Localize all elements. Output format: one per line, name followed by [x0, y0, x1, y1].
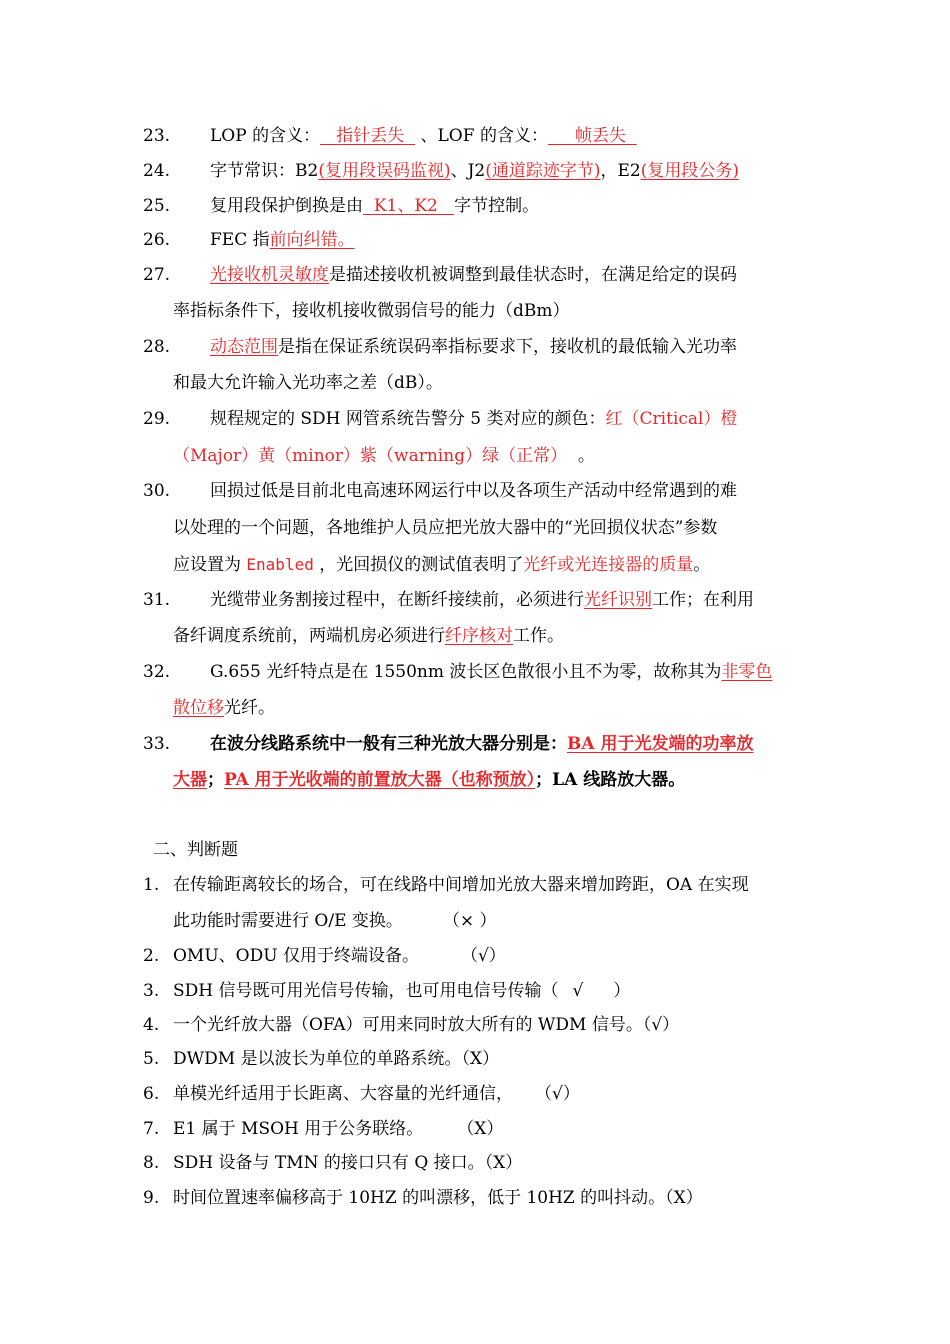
answer-text: (复用段公务)	[640, 161, 739, 181]
question-text: 字节常识：B2	[210, 161, 319, 181]
question-text: G.655 光纤特点是在 1550nm 波长区色散很小且不为零，故称其为	[210, 662, 722, 682]
judge-item-1	[0, 870, 950, 900]
question-text: 应设置为	[173, 555, 241, 575]
question-30-continued	[0, 550, 950, 580]
item-number: 8.	[143, 1153, 160, 1173]
question-text: 工作；在利用	[652, 590, 754, 610]
section-title: 二、判断题	[153, 840, 238, 860]
question-text: 回损过低是目前北电高速环网运行中以及各项生产活动中经常遇到的难	[210, 481, 737, 501]
question-text: 是描述接收机被调整到最佳状态时，在满足给定的误码	[329, 265, 737, 285]
judge-item-7	[0, 1114, 950, 1144]
question-28-continued	[0, 368, 950, 398]
question-text: ，E2	[600, 161, 641, 181]
item-number: 6.	[143, 1084, 160, 1104]
question-text: 是指在保证系统误码率指标要求下，接收机的最低输入光功率	[278, 337, 737, 357]
question-number: 27.	[143, 265, 171, 285]
answer-text: BA 用于光发端的功率放	[567, 734, 754, 754]
question-number: 30.	[143, 481, 171, 501]
answer-text: 前向纠错。	[269, 230, 355, 250]
item-text: 时间位置速率偏移高于 10HZ 的叫漂移，低于 10HZ 的叫抖动。（X）	[173, 1188, 703, 1208]
answer-text: 非零色	[721, 662, 773, 682]
judge-item-5	[0, 1044, 950, 1074]
item-answer: （√）	[535, 1084, 580, 1104]
question-text: ；	[207, 770, 224, 790]
answer-text: PA 用于光收端的前置放大器（也称预放）	[224, 770, 536, 790]
question-text: LOP 的含义：	[210, 126, 321, 146]
question-29	[0, 404, 950, 434]
item-text: 此功能时需要进行 O/E 变换。	[173, 911, 403, 931]
question-text: 备纤调度系统前，两端机房必须进行	[173, 626, 445, 646]
question-text: 、J2	[450, 161, 486, 181]
question-text: 率指标条件下，接收机接收微弱信号的能力（dBm）	[173, 301, 570, 321]
item-text: SDH 设备与 TMN 的接口只有 Q 接口。（X）	[173, 1153, 523, 1173]
item-text: OMU、ODU 仅用于终端设备。	[173, 946, 419, 966]
answer-text: 纤序核对	[445, 626, 513, 646]
judge-item-2	[0, 941, 950, 971]
question-text: 。	[577, 446, 595, 466]
question-text: ；LA 线路放大器。	[535, 770, 686, 790]
item-text: DWDM 是以波长为单位的单路系统。（X）	[173, 1049, 500, 1069]
answer-text: (通道踪迹字节)	[485, 161, 601, 181]
question-text: 在波分线路系统中一般有三种光放大器分别是：	[210, 734, 567, 754]
item-text: 单模光纤适用于长距离、大容量的光纤通信，	[173, 1084, 513, 1104]
question-text: 复用段保护倒换是由	[210, 196, 363, 216]
item-number: 5.	[143, 1049, 160, 1069]
answer-blank	[363, 196, 454, 216]
answer-text: 指针丢失	[336, 126, 405, 146]
section-heading	[0, 835, 950, 865]
item-text: SDH 信号既可用光信号传输，也可用电信号传输（	[173, 981, 559, 1001]
item-answer: （√）	[460, 946, 506, 966]
question-text: ，光回损仪的测试值表明了	[319, 555, 524, 575]
answer-text: (复用段误码监视)	[318, 161, 451, 181]
answer-text: 光接收机灵敏度	[210, 265, 329, 285]
question-number: 31.	[143, 590, 171, 610]
question-text: 。	[693, 555, 711, 575]
judge-item-8	[0, 1148, 950, 1178]
item-number: 4.	[143, 1015, 160, 1035]
question-30	[0, 476, 950, 506]
judge-item-6	[0, 1079, 950, 1109]
question-31-continued	[0, 621, 950, 651]
item-text: 在传输距离较长的场合，可在线路中间增加光放大器来增加跨距，OA 在实现	[173, 875, 749, 895]
question-number: 33.	[143, 734, 171, 754]
answer-blank	[548, 126, 637, 146]
item-number: 3.	[143, 981, 160, 1001]
item-text: ）	[613, 981, 631, 1001]
question-32	[0, 657, 950, 687]
question-text: 光纤。	[224, 698, 275, 718]
question-text: 字节控制。	[454, 196, 540, 216]
answer-text: 散位移	[173, 698, 224, 718]
answer-text: K1、K2	[373, 196, 438, 216]
item-text: 一个光纤放大器（OFA）可用来同时放大所有的 WDM 信号。（√）	[173, 1015, 680, 1035]
question-23	[0, 121, 950, 151]
question-text: 和最大允许输入光功率之差（dB）。	[173, 373, 443, 393]
question-27	[0, 260, 950, 290]
question-number: 29.	[143, 409, 171, 429]
answer-text: 大器	[173, 770, 207, 790]
answer-text: 动态范围	[210, 337, 278, 357]
item-number: 2.	[143, 946, 160, 966]
question-25	[0, 191, 950, 221]
question-text: 规程规定的 SDH 网管系统告警分 5 类对应的颜色：	[210, 409, 606, 429]
question-28	[0, 332, 950, 362]
item-number: 9.	[143, 1188, 160, 1208]
answer-text: （Major）黄（minor）紫（warning）绿（正常）	[173, 446, 568, 466]
question-number: 28.	[143, 337, 171, 357]
answer-text: 光纤或光连接器的质量	[523, 555, 694, 575]
question-33-continued	[0, 765, 950, 795]
item-answer: （X）	[457, 1119, 504, 1139]
question-number: 24.	[143, 161, 171, 181]
item-number: 1.	[143, 875, 160, 895]
item-number: 7.	[143, 1119, 160, 1139]
question-26	[0, 225, 950, 255]
question-text: 、LOF 的含义：	[420, 126, 548, 146]
judge-item-9	[0, 1183, 950, 1213]
question-30-continued	[0, 513, 950, 543]
judge-item-3	[0, 976, 950, 1006]
question-24	[0, 156, 950, 186]
question-31	[0, 585, 950, 615]
answer-text: Enabled	[246, 555, 314, 574]
judge-item-1-continued	[0, 906, 950, 936]
question-32-continued	[0, 693, 950, 723]
answer-text: 帧丢失	[574, 126, 626, 146]
question-text: 光缆带业务割接过程中，在断纤接续前，必须进行	[210, 590, 584, 610]
judge-item-4	[0, 1010, 950, 1040]
answer-text: 光纤识别	[584, 590, 652, 610]
item-text: E1 属于 MSOH 用于公务联络。	[173, 1119, 424, 1139]
question-29-continued	[0, 441, 950, 471]
answer-text: 红（Critical）橙	[605, 409, 738, 429]
question-33	[0, 729, 950, 759]
question-27-continued	[0, 296, 950, 326]
question-number: 32.	[143, 662, 171, 682]
question-text: 以处理的一个问题，各地维护人员应把光放大器中的“光回损仪状态”参数	[173, 518, 718, 538]
question-text: FEC 指	[210, 230, 270, 250]
question-number: 25.	[143, 196, 171, 216]
item-answer: （× ）	[442, 911, 497, 931]
question-number: 23.	[143, 126, 171, 146]
question-number: 26.	[143, 230, 171, 250]
item-answer: √	[572, 981, 584, 1001]
answer-blank	[320, 126, 415, 146]
question-text: 工作。	[513, 626, 564, 646]
